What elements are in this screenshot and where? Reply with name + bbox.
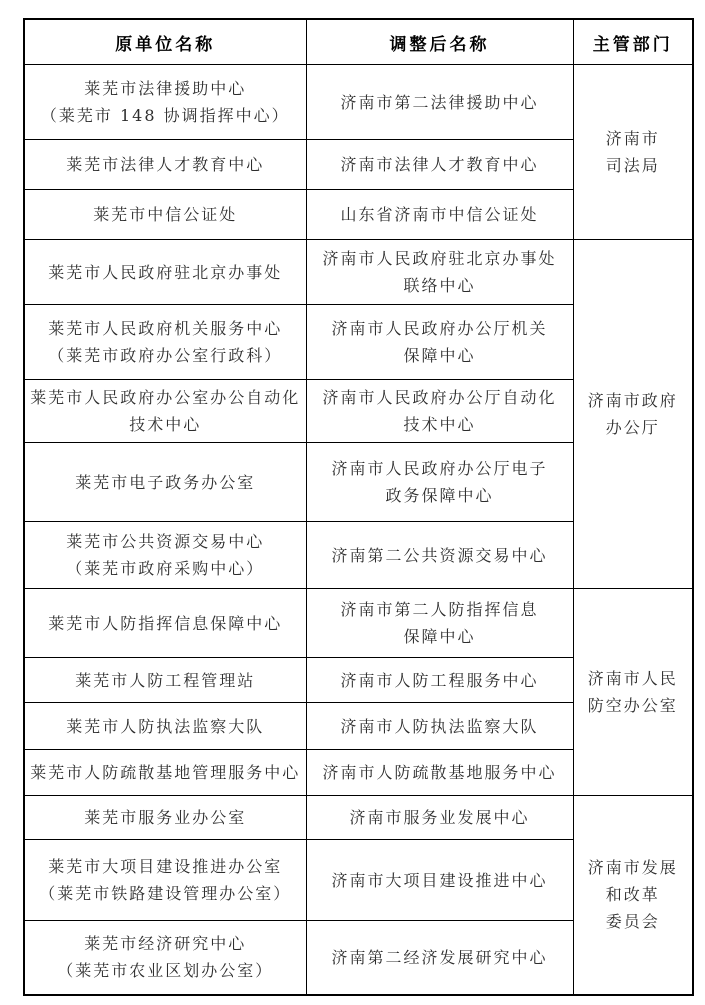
table-header [24, 19, 693, 65]
adjusted-name-cell [306, 65, 573, 140]
department-cell [573, 240, 693, 589]
cell-line: 济南第二经济发展研究中心 [331, 947, 548, 967]
original-name-cell [24, 380, 306, 443]
adjusted-name-cell [306, 380, 573, 443]
original-name-cell [24, 140, 306, 190]
cell-line: 莱芜市公共资源交易中心 [66, 532, 265, 551]
table-body [24, 65, 693, 995]
cell-line: 济南市人民政府办公厅自动化 [322, 388, 557, 407]
table-row [24, 589, 693, 658]
cell-line: 莱芜市大项目建设推进办公室 [48, 857, 283, 876]
original-name-cell [24, 65, 306, 140]
cell-line: 济南市服务业发展中心 [349, 808, 530, 827]
adjusted-name-cell [306, 140, 573, 190]
original-name-cell [24, 921, 306, 995]
cell-line: （莱芜市铁路建设管理办公室） [39, 884, 292, 903]
cell-line: 莱芜市人防执法监察大队 [66, 716, 265, 736]
adjusted-name-cell [306, 840, 573, 921]
cell-line: 委员会 [605, 912, 660, 932]
cell-line: 政务保障中心 [385, 486, 494, 505]
adjusted-name-cell [306, 305, 573, 380]
cell-line: 莱芜市法律援助中心 [84, 79, 247, 98]
cell-line: 济南市人防疏散基地服务中心 [322, 763, 557, 782]
cell-line: 济南市第二法律援助中心 [340, 92, 539, 112]
cell-line: （莱芜市农业区划办公室） [57, 961, 274, 981]
header-original-name: 原单位名称 [24, 19, 306, 65]
cell-line: 济南市大项目建设推进中心 [331, 870, 548, 890]
cell-line: 莱芜市人防指挥信息保障中心 [48, 613, 283, 633]
adjusted-name-cell [306, 703, 573, 750]
cell-line: 济南市人民政府办公厅电子 [331, 459, 548, 478]
table-row [24, 796, 693, 840]
adjusted-name-cell [306, 796, 573, 840]
adjusted-name-cell [306, 589, 573, 658]
cell-line: 济南市第二人防指挥信息 [340, 600, 539, 619]
cell-line: 济南市人防执法监察大队 [340, 716, 539, 736]
header-row [24, 19, 693, 65]
unit-rename-table [23, 18, 694, 996]
original-name-cell [24, 750, 306, 796]
cell-line: 技术中心 [129, 415, 202, 434]
cell-line: （莱芜市政府采购中心） [66, 559, 265, 578]
original-name-cell [24, 190, 306, 240]
original-name-cell [24, 658, 306, 703]
cell-line: 济南市 [605, 129, 660, 148]
cell-line: 司法局 [605, 156, 660, 175]
cell-line: 联络中心 [403, 276, 476, 295]
cell-line: 保障中心 [403, 627, 476, 646]
adjusted-name-cell [306, 522, 573, 589]
cell-line: 莱芜市服务业办公室 [84, 808, 247, 827]
table-row [24, 240, 693, 305]
cell-line: 莱芜市人防疏散基地管理服务中心 [30, 763, 301, 782]
original-name-cell [24, 589, 306, 658]
cell-line: 济南市人防工程服务中心 [340, 670, 539, 690]
cell-line: 济南市人民 [587, 669, 678, 688]
cell-line: 和改革 [605, 885, 660, 905]
header-adjusted-name: 调整后名称 [306, 19, 573, 65]
adjusted-name-cell [306, 658, 573, 703]
department-cell [573, 65, 693, 240]
cell-line: 莱芜市人民政府机关服务中心 [48, 319, 283, 338]
original-name-cell [24, 240, 306, 305]
cell-line: 技术中心 [403, 415, 476, 434]
original-name-cell [24, 796, 306, 840]
adjusted-name-cell [306, 190, 573, 240]
original-name-cell [24, 443, 306, 522]
department-cell [573, 589, 693, 796]
original-name-cell [24, 703, 306, 750]
adjusted-name-cell [306, 443, 573, 522]
cell-line: 莱芜市人民政府办公室办公自动化 [30, 388, 301, 407]
cell-line: 莱芜市人防工程管理站 [75, 670, 256, 690]
cell-line: 济南市法律人才教育中心 [340, 155, 539, 174]
cell-line: 办公厅 [605, 418, 660, 437]
cell-line: （莱芜市政府办公室行政科） [48, 346, 283, 365]
adjusted-name-cell [306, 240, 573, 305]
cell-line: 济南市政府 [587, 391, 678, 410]
cell-line: 防空办公室 [587, 696, 678, 715]
adjusted-name-cell [306, 750, 573, 796]
original-name-cell [24, 522, 306, 589]
cell-line: 山东省济南市中信公证处 [340, 205, 539, 224]
cell-line: 莱芜市电子政务办公室 [75, 472, 256, 492]
header-department: 主管部门 [573, 19, 693, 65]
adjusted-name-cell [306, 921, 573, 995]
cell-line: 莱芜市人民政府驻北京办事处 [48, 262, 283, 282]
cell-line: 保障中心 [403, 346, 476, 365]
cell-line: 济南市人民政府驻北京办事处 [322, 249, 557, 268]
table-row [24, 65, 693, 140]
department-cell [573, 796, 693, 995]
cell-line: 莱芜市中信公证处 [93, 205, 238, 224]
cell-line: 莱芜市法律人才教育中心 [66, 155, 265, 174]
cell-line: 莱芜市经济研究中心 [84, 934, 247, 954]
original-name-cell [24, 305, 306, 380]
original-name-cell [24, 840, 306, 921]
cell-line: 济南第二公共资源交易中心 [331, 545, 548, 565]
cell-line: （莱芜市 148 协调指挥中心） [40, 106, 290, 125]
cell-line: 济南市发展 [587, 858, 678, 878]
cell-line: 济南市人民政府办公厅机关 [331, 319, 548, 338]
